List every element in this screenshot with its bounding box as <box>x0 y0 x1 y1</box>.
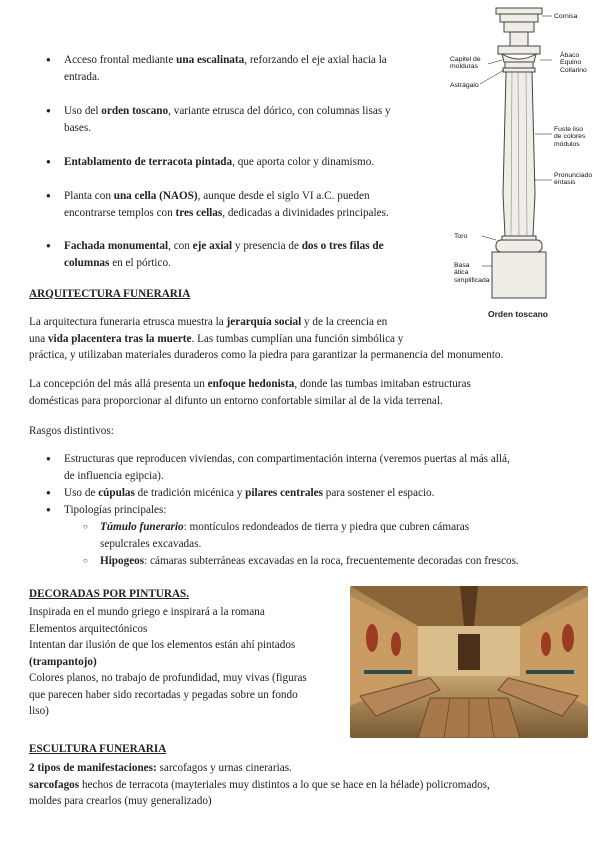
etruscan-tomb-painting-image <box>350 586 588 738</box>
list-item: ● Tipologías principales: <box>64 502 584 519</box>
label-entasis: Pronunciado éntasis <box>554 172 593 187</box>
tuscan-column-figure <box>452 4 600 324</box>
label-abaco: Ábaco Equino Collarino <box>560 52 587 74</box>
label-cornisa: Cornisa <box>554 13 578 20</box>
abacus-shape <box>498 46 540 54</box>
label-fuste: Fuste liso de colores módulos <box>554 126 586 148</box>
section-heading-escultura: ESCULTURA FUNERARIA <box>29 743 167 755</box>
section-heading-decoradas: DECORADAS POR PINTURAS. <box>29 588 190 600</box>
list-item: ● Uso de cúpulas de tradición micénica y pilares centrales para sostener el espacio. <box>64 485 584 502</box>
list-item: ● Entablamento de terracota pintada, que aporta color y dinamismo. <box>64 154 444 171</box>
label-toro: Toro <box>454 233 468 240</box>
list-item: ● Uso del orden toscano, variante etrusca del dórico, con columnas lisas y bases. <box>64 103 444 136</box>
list-item: ○ Túmulo funerario: montículos redondeados de tierra y piedra que cubren cámaras sepulcrales excavadas. <box>100 519 580 552</box>
cornice-shape <box>496 8 542 14</box>
list-item: ● Planta con una cella (NAOS), aunque desde el siglo VI a.C. pueden encontrarse templos con tres cellas, dedicadas a divinidades principales. <box>64 188 444 221</box>
label-capitel: Capitel de molduras <box>450 56 481 71</box>
funeraria-paragraph-2: La concepción del más allá presenta un enfoque hedonista, donde las tumbas imitaban estructuras domésticas para proporcionar al difunto un entorno confortable similar al de la vida terrenal. <box>29 378 471 407</box>
rasgos-label: Rasgos distintivos: <box>29 425 114 437</box>
decoradas-text: Inspirada en el mundo griego e inspirará a la romana Elementos arquitectónicos Intentan dar ilusión de que los elementos están ahí pintados (trampantojo) Colores planos, no trabajo de profundidad, muy vivas (figuras que parecen haber sido recortadas y pegadas sobre un fondo liso) <box>29 606 307 717</box>
funeraria-paragraph-1: La arquitectura funeraria etrusca muestra la jerarquía social y de la creencia en una vida placentera tras la muerte. Las tumbas cumplían una función simbólica y práctica, y utilizaban materiales duraderos como la piedra para garantizar la permanencia del monumento. <box>29 316 504 361</box>
list-item: ● Fachada monumental, con eje axial y presencia de dos o tres filas de columnas en el pórtico. <box>64 238 444 271</box>
label-astragalo: Astrágalo <box>450 82 479 89</box>
label-basa: Basa ática simplificada <box>454 262 490 284</box>
plinth-shape <box>492 252 546 298</box>
list-item: ● Estructuras que reproducen viviendas, con compartimentación interna (veremos puertas al más allá, de influencia egipcia). <box>64 451 584 484</box>
list-item: ● Acceso frontal mediante una escalinata, reforzando el eje axial hacia la entrada. <box>64 52 444 85</box>
figure-caption: Orden toscano <box>488 309 548 319</box>
section-heading-funeraria: ARQUITECTURA FUNERARIA <box>29 288 191 300</box>
list-item: ○ Hipogeos: cámaras subterráneas excavadas en la roca, frecuentemente decoradas con frescos. <box>100 553 580 570</box>
escultura-text: 2 tipos de manifestaciones: sarcofagos y urnas cinerarias. sarcofagos hechos de terracota (mayteriales muy distintos a lo que se hace en la hélade) policromados, moldes para crearlos (muy generalizado) <box>29 762 490 807</box>
